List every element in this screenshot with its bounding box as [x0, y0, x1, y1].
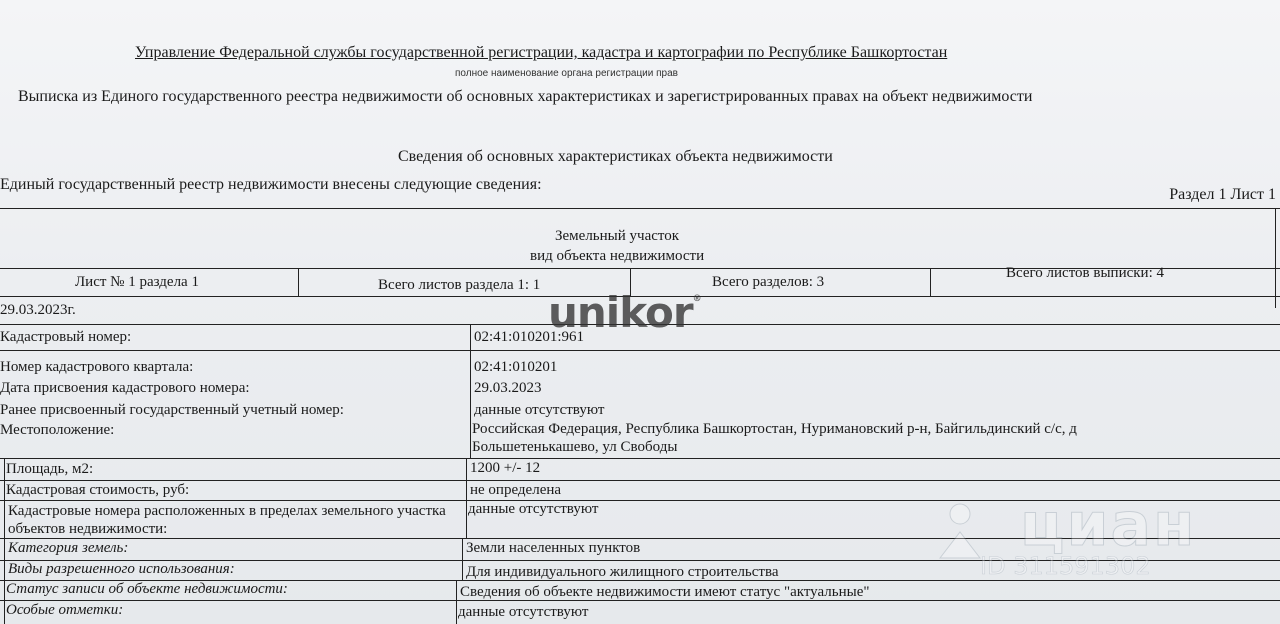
row-value-objects-within: данные отсутствуют — [468, 501, 599, 517]
row-value-location: Российская Федерация, Республика Башкортостан, Нуримановский р-н, Байгильдинский с/с, д Большетенькашево, ул Свободы — [472, 421, 1077, 455]
row-value-area: 1200 +/- 12 — [470, 460, 541, 476]
total-sheets-section: Всего листов раздела 1: 1 — [378, 277, 541, 293]
section-title: Сведения об основных характеристиках объекта недвижимости — [398, 148, 833, 165]
row-value-permitted-use: Для индивидуального жилищного строительства — [466, 564, 779, 580]
row-label-cadastral-number: Кадастровый номер: — [0, 329, 132, 345]
row-label-permitted-use: Виды разрешенного использования: — [8, 561, 235, 577]
row-label-previous-number: Ранее присвоенный государственный учетный номер: — [0, 402, 344, 418]
row-label-special-marks: Особые отметки: — [6, 602, 124, 618]
row-label-objects-within: Кадастровые номера расположенных в пределах земельного участка объектов недвижимости: — [8, 503, 446, 537]
row-value-cadastral-number: 02:41:010201:961 — [474, 329, 585, 345]
table-line — [0, 350, 1280, 351]
table-line — [466, 458, 467, 538]
section-label: Раздел 1 Лист 1 — [1169, 186, 1276, 203]
row-label-record-status: Статус записи об объекте недвижимости: — [6, 581, 288, 597]
table-line — [1275, 208, 1276, 308]
object-type-caption: вид объекта недвижимости — [530, 248, 705, 264]
row-label-cadastral-value: Кадастровая стоимость, руб: — [6, 482, 190, 498]
row-value-special-marks: данные отсутствуют — [458, 604, 589, 620]
sheet-number: Лист № 1 раздела 1 — [75, 274, 199, 290]
table-line — [298, 268, 299, 296]
table-line — [0, 480, 1280, 481]
row-label-location: Местоположение: — [0, 422, 115, 438]
row-value-assignment-date: 29.03.2023 — [474, 380, 542, 396]
unikor-watermark-text: unikor — [548, 288, 693, 337]
unikor-watermark — [548, 288, 701, 337]
extract-date: 29.03.2023г. — [0, 302, 76, 318]
row-value-land-category: Земли населенных пунктов — [466, 540, 641, 556]
table-line — [930, 268, 931, 296]
total-sections: Всего разделов: 3 — [712, 274, 825, 290]
organization-caption: полное наименование органа регистрации прав — [455, 68, 678, 79]
intro-text: Единый государственный реестр недвижимости внесены следующие сведения: — [0, 176, 542, 193]
table-line — [470, 324, 471, 458]
organization-name: Управление Федеральной службы государственной регистрации, кадастра и картографии по Республике Башкортостан — [135, 44, 948, 61]
row-label-land-category: Категория земель: — [8, 540, 129, 556]
row-value-previous-number: данные отсутствуют — [474, 402, 605, 418]
cian-watermark-text: циан — [1020, 490, 1197, 560]
object-type: Земельный участок — [555, 228, 680, 244]
row-label-cadastral-quarter: Номер кадастрового квартала: — [0, 359, 194, 375]
table-line — [0, 208, 1280, 209]
row-value-cadastral-quarter: 02:41:010201 — [474, 359, 558, 375]
row-value-record-status: Сведения об объекте недвижимости имеют статус "актуальные" — [460, 584, 870, 600]
cian-watermark — [930, 490, 1260, 600]
registered-mark: ® — [692, 294, 701, 304]
table-line — [456, 580, 457, 624]
cian-watermark-id: ID 311591302 — [980, 552, 1151, 580]
row-value-cadastral-value: не определена — [470, 482, 562, 498]
row-label-assignment-date: Дата присвоения кадастрового номера: — [0, 380, 250, 396]
table-line — [462, 538, 463, 580]
table-line — [0, 458, 1280, 459]
table-line — [4, 458, 5, 624]
row-label-area: Площадь, м2: — [6, 461, 94, 477]
total-sheets-extract: Всего листов выписки: 4 — [1006, 265, 1164, 281]
document-title: Выписка из Единого государственного реестра недвижимости об основных характеристиках и зарегистрированных правах на объект недвижимости — [18, 88, 1033, 105]
